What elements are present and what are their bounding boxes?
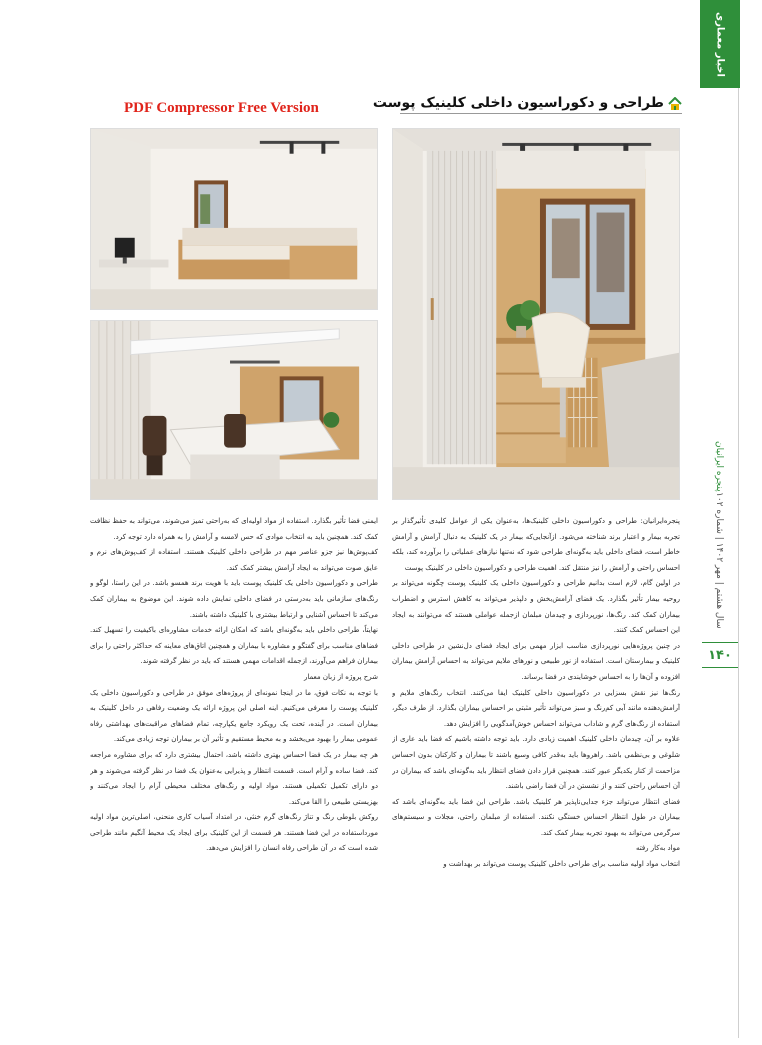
paragraph: انتخاب مواد اولیه مناسب برای طراحی داخلی کلینیک پوست می‌تواند بر بهداشت و	[443, 860, 680, 869]
issue-info: سال هشتم | مهر ۱۴۰۲ | شماره ۱۰۲	[714, 491, 724, 629]
paragraph: رنگ‌ها نیز نقش بسزایی در دکوراسیون داخلی کلینیک ایفا می‌کنند. انتخاب رنگ‌های ملایم و آرامش‌دهنده مانند آبی کم‌رنگ و سبز می‌تواند تأثیر مثبتی بر احساس بیماران بگذارد. از طرف دیگر، استفاده از رنگ‌های گرم و شاداب می‌تواند احساس خوش‌آمدگویی را افزایش دهد.	[392, 688, 680, 728]
paragraph: نهایتاً، طراحی داخلی باید به‌گونه‌ای باشد که امکان ارائه خدمات مشاوره‌ای باکیفیت را تسهیل کند. فضاهای مناسب برای گفتگو و مشاوره با بیماران و همچنین اتاق‌های معاینه که حداکثر راحتی را برای بیماران فراهم می‌آورند، ازجمله اقدامات مهمی هستند که باید در نظر گرفته شوند.	[90, 626, 378, 666]
paragraph: با توجه به نکات فوق، ما در اینجا نمونه‌ای از پروژه‌های موفق در طراحی و دکوراسیون داخلی یک کلینیک پوست را معرفی می‌کنیم. اینه اصلی این پروژه ارائه یک وضعیت رفاهی در داخل کلینیک به بیماران است. در آینده، تحت یک رویکرد جامع یکپارچه، تمام فضاهای مراقبت‌های بهداشتی رفاه عمومی بیمار را بهبود می‌بخشد و به محیط مستقیم و تأثیر آن بر بیماران توجه زیادی می‌کند.	[90, 688, 378, 744]
section-label: اخبار معماری	[714, 11, 726, 77]
article-header	[372, 92, 682, 114]
photo-doctor-office	[90, 320, 378, 500]
house-icon	[668, 96, 682, 110]
paragraph: علاوه بر آن، چیدمان داخلی کلینیک اهمیت زیادی دارد. باید توجه داشته باشیم که فضا باید عاری از شلوغی و بی‌نظمی باشد. راهروها باید به‌قدر کافی وسیع باشند تا بیماران و کارکنان بدون احساس مزاحمت از کنار یکدیگر عبور کنند. همچنین قرار دادن فضای انتظار باید به‌گونه‌ای باشد که بیماران در آن احساس راحتی کنند و از نشستن در آن فضا راضی باشند.	[392, 735, 680, 791]
subheading: شرح پروژه از زبان معمار	[304, 672, 378, 681]
paragraph: کف‌پوش‌ها نیز جزو عناصر مهم در طراحی داخلی کلینیک هستند. استفاده از کف‌پوش‌های نرم و عایق صوت می‌تواند به ایجاد آرامش بیشتر کمک کند.	[90, 548, 378, 572]
watermark-text: PDF Compressor Free Version	[124, 100, 319, 116]
photo-waiting-area	[90, 128, 378, 310]
issue-info-vertical	[702, 440, 736, 630]
article-column-left	[90, 514, 378, 974]
subheading: مواد به‌کار رفته	[635, 844, 680, 853]
article-column-right	[392, 514, 680, 974]
paragraph: طراحی و دکوراسیون داخلی یک کلینیک پوست باید با هویت برند همسو باشد. در این راستا، لوگو و رنگ‌های سازمانی باید به‌درستی در فضای داخلی نمایش داده شوند. این موضوع به بیماران کمک می‌کند تا احساس آشنایی و ارتباط بیشتری با کلینیک داشته باشند.	[90, 579, 378, 619]
magazine-name: پنجره ایرانیان	[714, 441, 724, 492]
photo-consultation-room	[392, 128, 680, 500]
paragraph: در چنین پروژه‌هایی نورپردازی مناسب ابزار مهمی برای ایجاد فضای دل‌نشین در طراحی داخلی کلینیک و بیمارستان است. استفاده از نور طبیعی و نورهای ملایم می‌تواند به احساس آرامش بیماران افزوده و آن‌ها را به احساس خوشایندی در فضا برساند.	[392, 641, 680, 681]
paragraph: ایمنی فضا تأثیر بگذارد. استفاده از مواد اولیه‌ای که به‌راحتی تمیز می‌شوند، می‌تواند به حفظ نظافت کمک کند. همچنین باید به انتخاب موادی که حس لامسه و آرامش را به همراه دارد توجه کرد.	[90, 517, 378, 541]
section-tab	[700, 0, 740, 88]
paragraph: فضای انتظار می‌تواند جزء جدایی‌ناپذیر هر کلینیک باشد. طراحی این فضا باید به‌گونه‌ای باشد که بیماران در طول انتظار احساس خستگی نکنند. استفاده از مبلمان راحتی، مجلات و سیستم‌های سرگرمی می‌تواند به بهبود تجربه بیمار کمک کند.	[392, 797, 680, 837]
side-divider	[738, 88, 739, 1038]
paragraph: روکش بلوطی رنگ و تناژ رنگ‌های گرم خنثی، در امتداد آسیاب کاری منحنی، اصلی‌ترین مواد اولیه مورداستفاده در این فضا هستند. هر قسمت از این کلینیک برای ایجاد یک محیط آنگیم مانند طراحی شده است که در آن طراحی رفاه انسان را افزایش می‌دهد.	[90, 813, 378, 853]
page-number: ۱۴۰	[702, 642, 738, 668]
paragraph: در اولین گام، لازم است بدانیم طراحی و دکوراسیون داخلی یک کلینیک پوست چگونه می‌تواند بر روحیه بیمار تأثیر بگذارد. یک فضای آرامش‌بخش و دلپذیر می‌تواند به کاهش استرس و اضطراب بیماران کمک کند. رنگ‌ها، نورپردازی و چیدمان مبلمان ازجمله عواملی هستند که می‌توانند به ایجاد این احساس کمک کنند.	[392, 579, 680, 635]
paragraph: هر چه بیمار در یک فضا احساس بهتری داشته باشد، احتمال بیشتری دارد که برای مشاوره مراجعه کند. فضا ساده و آرام است. قسمت انتظار و پذیرایی به‌عنوان یک فضا در نظر گرفته می‌شوند و هر دو دارای تکمیل تکمیلی هستند. مواد اولیه و رنگ‌های مختلف محیطی آرام را ایجاد می‌کنند و بهزیستی طبیعی را القا می‌کند.	[90, 750, 378, 806]
paragraph: پنجره‌ایرانیان: طراحی و دکوراسیون داخلی کلینیک‌ها، به‌عنوان یکی از عوامل کلیدی تأثیرگذار بر تجربه بیمار و اعتبار برند شناخته می‌شود. ازآنجایی‌که بیمار در یک کلینیک به دنبال آرامش و آرامش خاطر است، فضای داخلی باید به‌گونه‌ای طراحی شود که نه‌تنها نیازهای عملیاتی را برآورده کند، بلکه احساس راحتی و آرامش را نیز منتقل کند. اهمیت طراحی و دکوراسیون داخلی در کلینیک پوست	[392, 517, 680, 572]
article-title: طراحی و دکوراسیون داخلی کلینیک پوست	[372, 94, 664, 111]
